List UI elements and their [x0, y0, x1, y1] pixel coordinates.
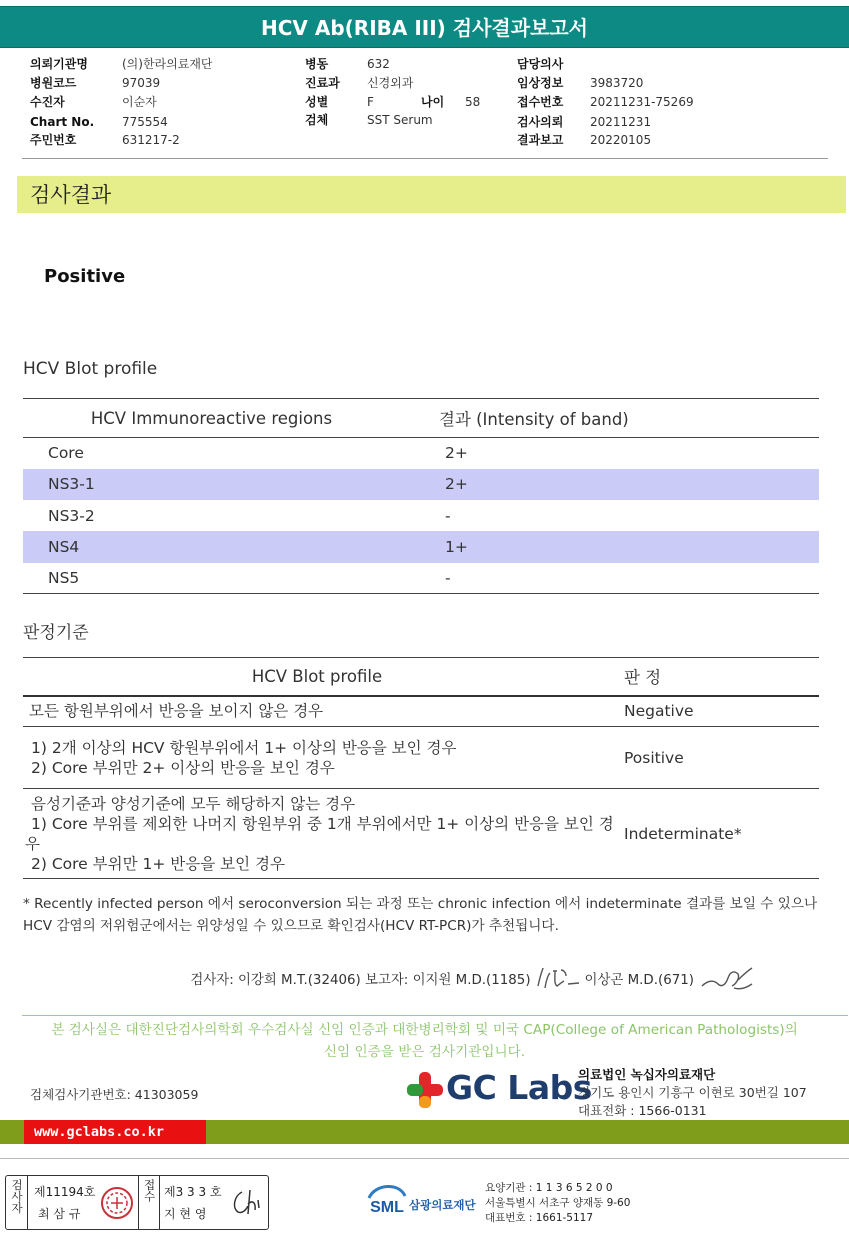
- table-row: [23, 563, 819, 594]
- criteria-line: 1) Core 부위를 제외한 나머지 항원부위 중 1개 부위에서만 1+ 이상의 반응을 보인 경우: [25, 814, 614, 853]
- overall-result: Positive: [44, 266, 126, 287]
- criteria-description: [23, 696, 621, 727]
- region-cell: NS5: [23, 563, 430, 594]
- criteria-profile-header: HCV Blot profile: [23, 658, 621, 696]
- ward-label: 병동: [305, 57, 329, 71]
- stamp-label-inspector: [6, 1176, 28, 1229]
- region-cell: NS4: [23, 531, 430, 562]
- table-row: [23, 500, 819, 531]
- criteria-judgement: Indeterminate*: [621, 789, 819, 879]
- age-label: 나이: [421, 95, 445, 109]
- certification-line: 신임 인증을 받은 검사기관입니다.: [323, 1044, 526, 1060]
- institution-value: (의)한라의료재단: [122, 57, 213, 71]
- criteria-description: [23, 727, 621, 789]
- results-section-heading: [17, 176, 846, 213]
- region-column-header: HCV Immunoreactive regions: [23, 399, 430, 438]
- agency-number: 검체검사기관번호: 41303059: [30, 1087, 199, 1102]
- recipient-label: 수진자: [30, 95, 65, 109]
- signers-line: [190, 962, 756, 994]
- info-divider: [22, 158, 828, 159]
- certification-statement: [0, 1019, 849, 1063]
- chart-no-label: Chart No.: [30, 115, 95, 129]
- table-row: [23, 438, 819, 469]
- intensity-cell: 2+: [430, 469, 819, 500]
- request-date-value: 20211231: [590, 115, 652, 129]
- intensity-cell: -: [430, 563, 819, 594]
- gclabs-phone: 대표전화 : 1566-0131: [578, 1103, 707, 1118]
- table-row: [23, 531, 819, 562]
- stamp-receiver-no: 제3 3 3 호: [164, 1185, 222, 1199]
- department-value: 신경외과: [367, 76, 414, 90]
- criteria-line: 2) Core 부위만 2+ 이상의 반응을 보인 경우: [31, 758, 335, 777]
- criteria-row: [23, 696, 819, 727]
- accession-no-label: 접수번호: [517, 95, 564, 109]
- stamp-inspector-no: 제11194호: [34, 1185, 96, 1199]
- doctor-label: 담당의사: [517, 57, 564, 71]
- sml-logo-icon: [365, 1180, 409, 1222]
- specimen-label: 검체: [305, 113, 329, 127]
- page-divider: [0, 1158, 849, 1159]
- sml-logo-text: SML: [370, 1199, 404, 1216]
- report-date-value: 20220105: [590, 133, 652, 147]
- criteria-judgement-header: 판 정: [621, 658, 819, 696]
- criteria-line: 1) 2개 이상의 HCV 항원부위에서 1+ 이상의 반응을 보인 경우: [31, 738, 457, 757]
- stamp-label-text: 검사자: [10, 1179, 24, 1214]
- resident-no-label: 주민번호: [30, 133, 77, 147]
- gclabs-address: 경기도 용인시 기흥구 이현로 30번길 107: [578, 1085, 807, 1100]
- intensity-cell: 1+: [430, 531, 819, 562]
- stamp-label-receiver: [138, 1176, 160, 1229]
- sml-info: [485, 1181, 630, 1226]
- criteria-line: 2) Core 부위만 1+ 반응을 보인 경우: [31, 854, 285, 873]
- sml-name: 삼광의료재단: [409, 1198, 476, 1212]
- patient-info: [0, 0, 849, 160]
- criteria-description: [23, 789, 621, 879]
- resident-no-value: 631217-2: [122, 133, 180, 147]
- blot-profile-title: HCV Blot profile: [23, 359, 158, 379]
- chart-no-value: 775554: [122, 115, 168, 129]
- sml-phone: 대표번호 : 1661-5117: [485, 1212, 594, 1224]
- sml-agency-code: 요양기관 : 1 1 3 6 5 2 0 0: [485, 1182, 613, 1194]
- criteria-row: [23, 789, 819, 879]
- signature-icon: [698, 962, 756, 994]
- institution-label: 의뢰기관명: [30, 57, 88, 71]
- intensity-column-header: 결과 (Intensity of band): [430, 399, 819, 438]
- ward-value: 632: [367, 57, 390, 71]
- gclabs-brand: GC Labs: [446, 1068, 592, 1107]
- region-cell: Core: [48, 444, 84, 463]
- results-heading-text: 검사결과: [30, 183, 112, 207]
- department-label: 진료과: [305, 76, 340, 90]
- sml-address: 서울특별시 서초구 양재동 9-60: [485, 1197, 631, 1209]
- intensity-cell: 2+: [445, 444, 468, 463]
- criteria-line: 음성기준과 양성기준에 모두 해당하지 않는 경우: [31, 794, 356, 813]
- recommendation-note: * Recently infected person 에서 seroconversion 되는 과정 또는 chronic infection 에서 indeterminate 결과를 보일 수 있으나 HCV 감염의 저위험군에서는 위양성일 수 있으므로 확인검사(HCV RT-PCR)가 추천됩니다.: [23, 896, 818, 934]
- request-date-label: 검사의뢰: [517, 115, 564, 129]
- sex-label: 성별: [305, 95, 329, 109]
- hospital-code-value: 97039: [122, 76, 161, 90]
- gc-cross-logo-icon: [405, 1070, 445, 1110]
- report-date-label: 결과보고: [517, 133, 564, 147]
- signature-icon: [535, 964, 581, 992]
- gclabs-corp-name: 의료법인 녹십자의료재단: [578, 1067, 716, 1082]
- accession-no-value: 20211231-75269: [590, 95, 694, 109]
- certification-divider: [22, 1015, 848, 1016]
- intensity-cell: -: [445, 506, 451, 525]
- signers-text: 검사자: 이강희 M.T.(32406) 보고자: 이지원 M.D.(1185): [190, 972, 531, 988]
- table-row: [23, 469, 819, 500]
- specimen-value: SST Serum: [367, 113, 433, 127]
- criteria-line: 모든 항원부위에서 반응을 보이지 않은 경우: [29, 702, 324, 721]
- certification-line: 본 검사실은 대한진단검사의학회 우수검사실 신임 인증과 대한병리학회 및 미국 CAP(College of American Pathologists)의: [51, 1022, 798, 1038]
- report-title: HCV Ab(RIBA III) 검사결과보고서: [261, 16, 588, 40]
- gclabs-corp-info: [578, 1066, 807, 1120]
- region-cell: NS3-2: [48, 506, 95, 525]
- criteria-row: [23, 727, 819, 789]
- clinical-info-label: 임상정보: [517, 76, 564, 90]
- handwritten-signature-icon: [228, 1186, 264, 1220]
- signature-stamp-box: [5, 1175, 269, 1230]
- criteria-judgement: Positive: [621, 727, 819, 789]
- stamp-inspector-name: 최 삼 규: [38, 1207, 81, 1221]
- criteria-judgement: Negative: [621, 696, 819, 727]
- clinical-info-value: 3983720: [590, 76, 644, 90]
- criteria-table: [23, 657, 819, 879]
- stamp-label-text: 접수: [142, 1179, 157, 1202]
- region-cell: NS3-1: [23, 469, 430, 500]
- website-link[interactable]: www.gclabs.co.kr: [24, 1120, 206, 1144]
- blot-profile-table: [23, 398, 819, 594]
- criteria-title: 판정기준: [23, 623, 89, 643]
- hospital-code-label: 병원코드: [30, 76, 77, 90]
- sex-value: F: [367, 95, 374, 109]
- age-value: 58: [465, 95, 481, 109]
- signers-second-text: 이상곤 M.D.(671): [584, 972, 694, 988]
- stamp-receiver-name: 지 현 영: [164, 1207, 207, 1221]
- seal-stamp-icon: [100, 1186, 134, 1220]
- recipient-value: 이순자: [122, 95, 157, 109]
